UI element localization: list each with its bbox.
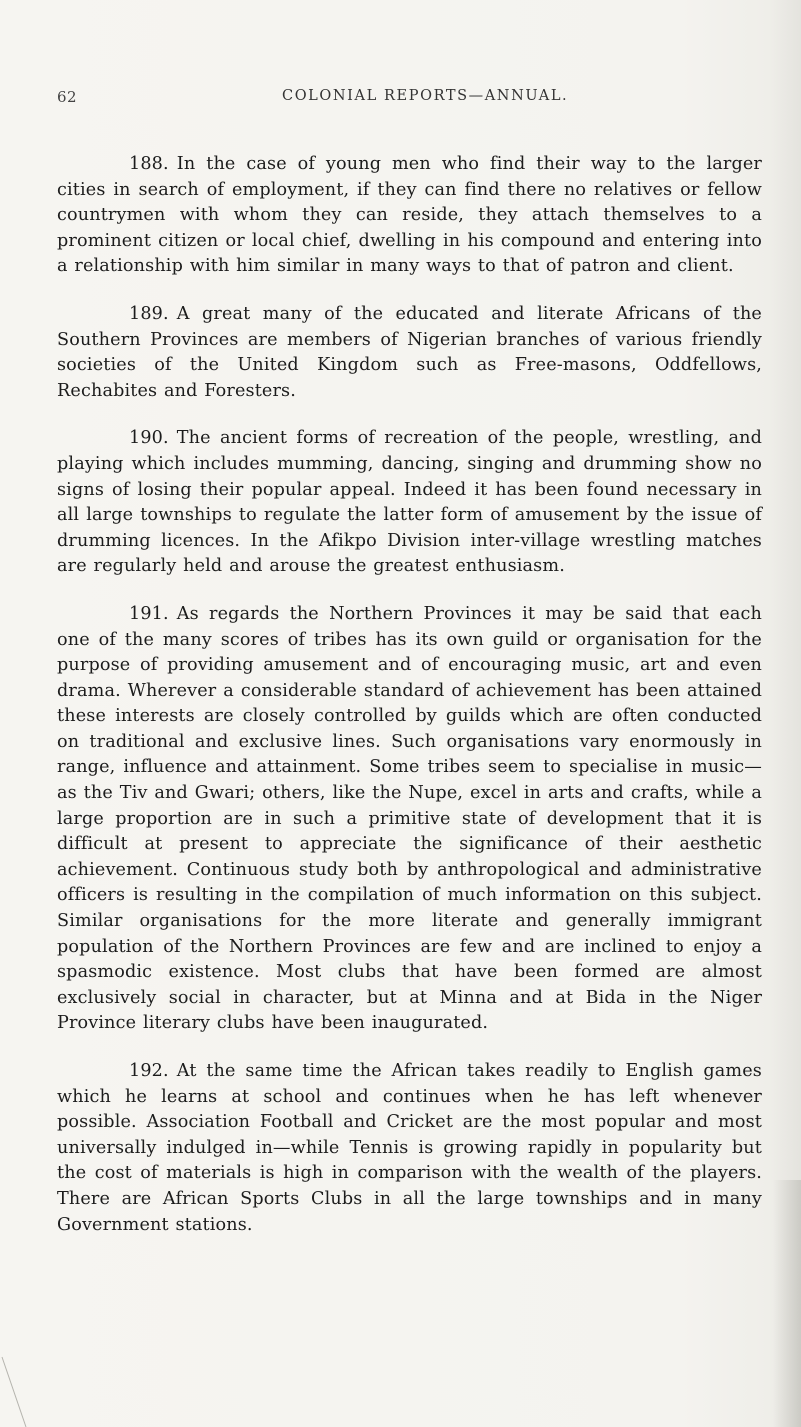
- page-edge-shadow: [773, 1180, 801, 1427]
- page-header: [57, 88, 762, 112]
- paragraph-text: The ancient forms of recreation of the people, wrestling, and playing which includes mumming, dancing, singing and drumming show no signs of losing their popular appeal. Indeed it has been found necessary in all large townships to regulate the latter form of amusement by the issue of drumming licences. In the Afikpo Division inter-village wrestling matches are regularly held and arouse the greatest enthusiasm.: [57, 428, 762, 577]
- paragraph-192: [57, 1059, 762, 1238]
- paragraph-text: At the same time the African takes readily to English games which he learns at school and continues when he has left whenever possible. Association Football and Cricket are the most popular and most universally indulged in—while Tennis is growing rapidly in popularity but the cost of materials is high in comparison with the wealth of the players. There are African Sports Clubs in all the large townships and in many Government stations.: [57, 1061, 762, 1235]
- paragraph-text: As regards the Northern Provinces it may be said that each one of the many scores of tribes has its own guild or organisation for the purpose of providing amusement and of encouraging music, art and even drama. Wherever a considerable standard of achievement has been attained these interests are closely controlled by guilds which are often conducted on traditional and exclusive lines. Such organisations vary enormously in range, influence and attainment. Some tribes seem to specialise in music—as the Tiv and Gwari; others, like the Nupe, excel in arts and crafts, while a large proportion are in such a primitive state of development that it is difficult at present to appreciate the significance of their aesthetic achievement. Continuous study both by anthropological and administrative officers is resulting in the compilation of much information on this subject. Similar organisations for the more literate and generally immigrant population of the Northern Provinces are few and are inclined to enjoy a spasmodic existence. Most clubs that have been formed are almost exclusively social in character, but at Minna and at Bida in the Niger Province literary clubs have been inaugurated.: [57, 603, 762, 1034]
- paragraph-number: 192.: [129, 1061, 169, 1081]
- running-head: COLONIAL REPORTS—ANNUAL.: [282, 88, 569, 104]
- paragraph-number: 189.: [129, 303, 169, 324]
- page-number: 62: [57, 88, 78, 106]
- paragraph-number: 191.: [129, 603, 169, 624]
- scan-mark: [0, 1347, 40, 1427]
- paragraph-191: [57, 602, 762, 1037]
- paragraph-189: [57, 302, 762, 404]
- paragraph-text: A great many of the educated and literate Africans of the Southern Provinces are members of Nigerian branches of various friendly societies of the United Kingdom such as Free-masons, Oddfellows, Rechabites and Foresters.: [57, 303, 762, 401]
- paragraph-number: 190.: [129, 428, 169, 449]
- body-text: [57, 152, 762, 1260]
- paragraph-190: [57, 426, 762, 580]
- paragraph-188: [57, 152, 762, 280]
- paragraph-number: 188.: [129, 154, 169, 174]
- paragraph-text: In the case of young men who find their way to the larger cities in search of employment, if they can find there no relatives or fellow countrymen with whom they can reside, they attach themselves to a prominent citizen or local chief, dwelling in his compound and entering into a relationship with him similar in many ways to that of patron and client.: [57, 154, 762, 277]
